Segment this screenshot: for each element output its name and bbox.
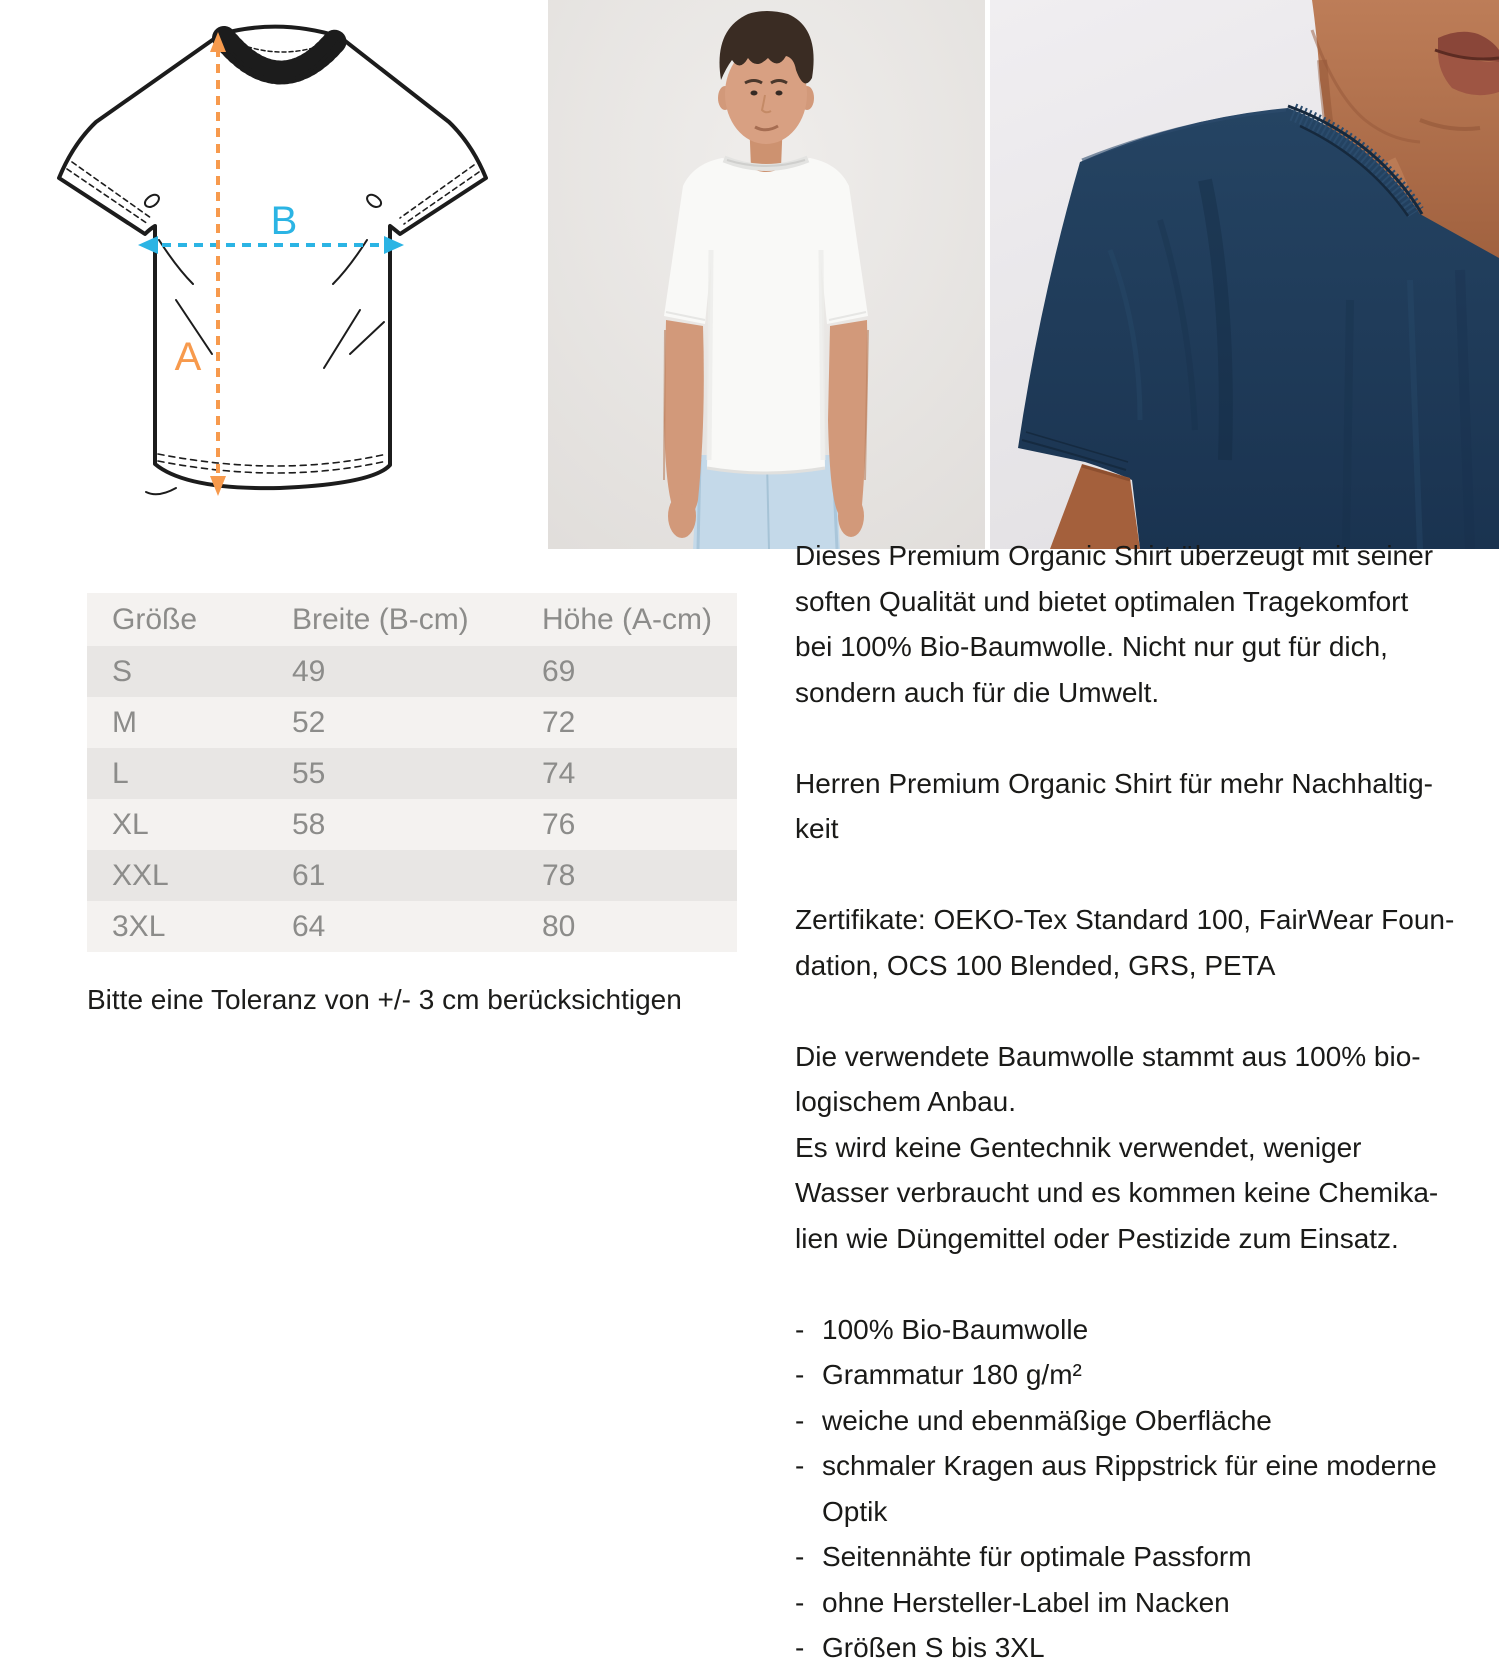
description-paragraph [795, 533, 1455, 715]
size-table-header-groesse: Größe [112, 602, 198, 636]
table-cell-breite: 61 [292, 858, 326, 892]
table-row [87, 646, 737, 697]
bullet-lines [822, 1352, 1082, 1398]
bullet-line: schmaler Kragen aus Rippstrick für eine moderne [822, 1450, 1437, 1481]
table-cell-hoehe: 69 [542, 654, 576, 688]
bullet-line: Optik [822, 1495, 888, 1527]
bullet-line: Grammatur 180 g/m² [822, 1359, 1082, 1390]
description-line: Zertifikate: OEKO-Tex Standard 100, FairWear Foun- [795, 904, 1455, 935]
bullet-marker: - [795, 1404, 805, 1436]
bullet-item [795, 1443, 1455, 1534]
table-cell-size: M [112, 705, 137, 739]
table-cell-size: XL [112, 807, 149, 841]
height-label: A [174, 335, 202, 379]
tolerance-note: Bitte eine Toleranz von +/- 3 cm berücksichtigen [87, 984, 682, 1015]
shirt-outline [59, 27, 486, 488]
table-row [87, 697, 737, 748]
description-line: Dieses Premium Organic Shirt überzeugt mit seiner [795, 540, 1434, 571]
table-cell-breite: 58 [292, 807, 326, 841]
table-cell-hoehe: 74 [542, 756, 576, 790]
table-cell-breite: 64 [292, 909, 326, 943]
table-cell-hoehe: 72 [542, 705, 576, 739]
table-row [87, 799, 737, 850]
bullet-line: ohne Hersteller-Label im Nacken [822, 1586, 1230, 1618]
description-paragraph [795, 761, 1455, 852]
model-photo [548, 0, 985, 549]
bullet-lines [822, 1443, 1437, 1534]
size-table-body [87, 646, 737, 952]
bullet-item [795, 1352, 1455, 1398]
size-diagram [28, 2, 498, 507]
table-cell-hoehe: 78 [542, 858, 576, 892]
description-line: Herren Premium Organic Shirt für mehr Nachhaltig- [795, 767, 1433, 799]
description-line: Wasser verbraucht und es kommen keine Chemika- [795, 1177, 1439, 1208]
description-line: Die verwendete Baumwolle stammt aus 100% bio- [795, 1040, 1421, 1072]
bullet-lines [822, 1580, 1230, 1626]
table-cell-hoehe: 76 [542, 807, 576, 841]
bullet-lines [822, 1307, 1088, 1353]
table-cell-breite: 52 [292, 705, 326, 739]
table-cell-breite: 55 [292, 756, 326, 790]
bullet-line: 100% Bio-Baumwolle [822, 1313, 1089, 1345]
description-line: sondern auch für die Umwelt. [795, 676, 1160, 708]
bullet-marker: - [795, 1632, 805, 1663]
bullet-item [795, 1398, 1455, 1444]
table-row [87, 901, 737, 952]
description-line: logischem Anbau. [795, 1086, 1017, 1117]
table-cell-size: 3XL [112, 909, 166, 943]
width-label: B [270, 199, 298, 243]
size-table-header-breite: Breite (B-cm) [292, 602, 469, 636]
product-description [795, 533, 1455, 1671]
description-line: lien wie Düngemittel oder Pestizide zum Einsatz. [795, 1222, 1399, 1254]
table-cell-size: S [112, 654, 133, 688]
description-line: soften Qualität und bietet optimalen Tragekomfort [795, 585, 1409, 617]
description-paragraphs [795, 533, 1455, 1261]
bullet-item [795, 1580, 1455, 1626]
description-line: keit [795, 813, 839, 844]
bullet-item [795, 1307, 1455, 1353]
description-line: Es wird keine Gentechnik verwendet, weniger [795, 1131, 1362, 1163]
description-line: bei 100% Bio-Baumwolle. Nicht nur gut für dich, [795, 631, 1388, 662]
detail-photo [990, 0, 1499, 549]
table-row [87, 748, 737, 799]
description-bullets [795, 1307, 1455, 1671]
description-paragraph [795, 897, 1455, 988]
bullet-marker: - [795, 1450, 805, 1481]
bullet-line: weiche und ebenmäßige Oberfläche [822, 1404, 1272, 1436]
bullet-item [795, 1534, 1455, 1580]
size-table [87, 593, 737, 952]
description-paragraph [795, 1034, 1455, 1262]
table-cell-breite: 49 [292, 654, 326, 688]
table-cell-hoehe: 80 [542, 909, 576, 943]
bullet-marker: - [795, 1359, 805, 1390]
description-line: dation, OCS 100 Blended, GRS, PETA [795, 949, 1276, 981]
bullet-marker: - [795, 1313, 805, 1345]
bullet-lines [822, 1625, 1045, 1671]
bullet-line: Seitennähte für optimale Passform [822, 1541, 1252, 1572]
bullet-line: Größen S bis 3XL [822, 1632, 1045, 1663]
size-table-header [87, 593, 737, 646]
bullet-lines [822, 1398, 1272, 1444]
bullet-marker: - [795, 1541, 805, 1572]
bullet-item [795, 1625, 1455, 1671]
table-row [87, 850, 737, 901]
bullet-marker: - [795, 1586, 805, 1618]
table-cell-size: L [112, 756, 129, 790]
size-table-header-hoehe: Höhe (A-cm) [542, 602, 713, 636]
bullet-lines [822, 1534, 1252, 1580]
table-cell-size: XXL [112, 858, 169, 892]
